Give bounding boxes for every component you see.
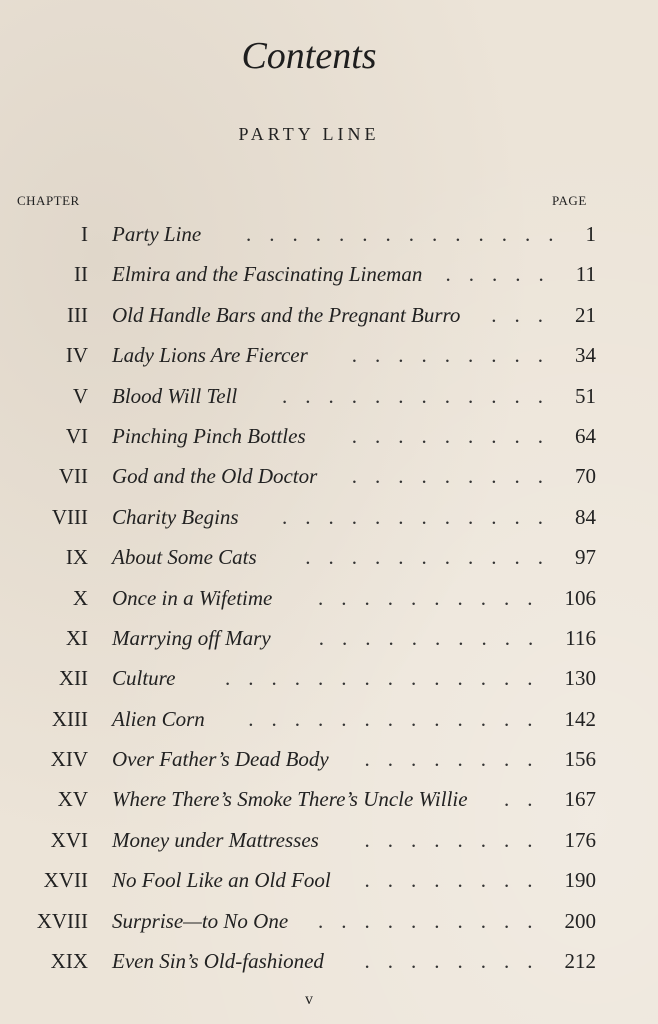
chapter-page-number: 212 [564,949,596,974]
chapter-number: XVIII [36,908,88,933]
chapter-number: XVI [50,827,88,852]
chapter-page-number: 21 [575,302,596,327]
toc-entry [0,420,658,460]
toc-entry [0,864,658,904]
page-folio: v [305,991,313,1008]
leader-dots: ............. [248,706,551,731]
chapter-page-number: 167 [564,787,596,812]
chapter-title: Blood Will Tell [112,383,238,408]
chapter-title: Elmira and the Fascinating Lineman [112,262,423,287]
toc-entry [0,258,658,298]
chapter-number: XVII [43,868,88,893]
chapter-number: VI [65,423,88,448]
toc-entry [0,218,658,258]
chapter-title: Once in a Wifetime [112,585,273,610]
chapter-title: Where There’s Smoke There’s Uncle Willie [112,787,468,812]
chapter-title: Culture [112,666,176,691]
leader-dots: ........ [364,868,551,893]
leader-dots: ............ [282,383,561,408]
leader-dots: .. [504,787,551,812]
leader-dots: ........ [364,949,551,974]
chapter-page-number: 34 [575,343,596,368]
page-column-header: PAGE [552,193,587,208]
chapter-number: VIII [51,504,88,529]
chapter-number: I [81,222,88,246]
toc-entry [0,299,658,339]
toc-entry [0,783,658,823]
chapter-page-number: 142 [564,706,596,731]
toc-entry [0,501,658,541]
chapter-title: About Some Cats [112,545,257,570]
chapter-page-number: 116 [565,625,596,650]
chapter-title: Money under Mattresses [112,827,319,852]
chapter-title: God and the Old Doctor [112,464,318,489]
toc-entry [0,582,658,622]
chapter-title: Even Sin’s Old-fashioned [112,949,324,974]
table-of-contents [0,218,658,985]
chapter-number: IV [65,343,88,368]
toc-entry [0,743,658,783]
chapter-number: IX [65,545,88,570]
leader-dots: .............. [225,666,551,691]
chapter-title: Surprise—to No One [112,908,289,933]
chapter-page-number: 84 [575,504,596,529]
chapter-page-number: 156 [564,747,596,772]
chapter-column-header: CHAPTER [17,193,80,208]
chapter-title: Lady Lions Are Fiercer [112,343,308,368]
chapter-page-number: 130 [564,666,596,691]
chapter-title: Pinching Pinch Bottles [112,423,306,448]
chapter-page-number: 51 [575,383,596,408]
leader-dots: ............ [282,504,561,529]
toc-entry [0,945,658,985]
chapter-number: XIII [51,706,88,731]
leader-dots: ... [491,302,561,327]
toc-entry [0,460,658,500]
chapter-page-number: 70 [575,464,596,489]
chapter-page-number: 200 [564,908,596,933]
leader-dots: ........ [364,747,551,772]
toc-entry [0,905,658,945]
chapter-title: Marrying off Mary [112,625,271,650]
chapter-number: X [72,585,88,610]
leader-dots: ......... [351,464,561,489]
chapter-number: III [67,302,88,327]
leader-dots: .......... [318,625,552,650]
chapter-page-number: 190 [564,868,596,893]
chapter-number: XIX [50,949,88,974]
chapter-title: Charity Begins [112,504,239,529]
chapter-title: Over Father’s Dead Body [112,747,329,772]
chapter-number: V [72,383,88,408]
chapter-number: VII [58,464,88,489]
leader-dots: .......... [318,908,551,933]
chapter-title: Alien Corn [112,706,205,731]
chapter-title: Party Line [112,222,202,246]
chapter-number: XI [65,625,88,650]
chapter-page-number: 1 [585,222,596,246]
chapter-page-number: 176 [564,827,596,852]
page-title: Contents [241,35,377,77]
chapter-number: XIV [50,747,88,772]
chapter-title: No Fool Like an Old Fool [112,868,331,893]
chapter-page-number: 106 [564,585,596,610]
leader-dots: ........... [305,545,561,570]
toc-entry [0,541,658,581]
toc-entry [0,703,658,743]
chapter-number: II [74,262,88,287]
chapter-title: Old Handle Bars and the Pregnant Burro [112,302,461,327]
leader-dots: ........ [364,827,551,852]
chapter-number: XV [57,787,88,812]
toc-entry [0,380,658,420]
toc-entry [0,662,658,702]
toc-entry [0,824,658,864]
leader-dots: ......... [351,343,561,368]
leader-dots: ......... [351,423,561,448]
toc-entry [0,622,658,662]
chapter-number: XII [58,666,88,691]
chapter-page-number: 97 [575,545,596,570]
book-title: PARTY LINE [238,124,380,144]
leader-dots: ..... [445,262,562,287]
chapter-page-number: 64 [575,423,596,448]
leader-dots: .......... [318,585,551,610]
leader-dots: .............. [246,222,572,246]
chapter-page-number: 11 [575,262,596,287]
toc-entry [0,339,658,379]
